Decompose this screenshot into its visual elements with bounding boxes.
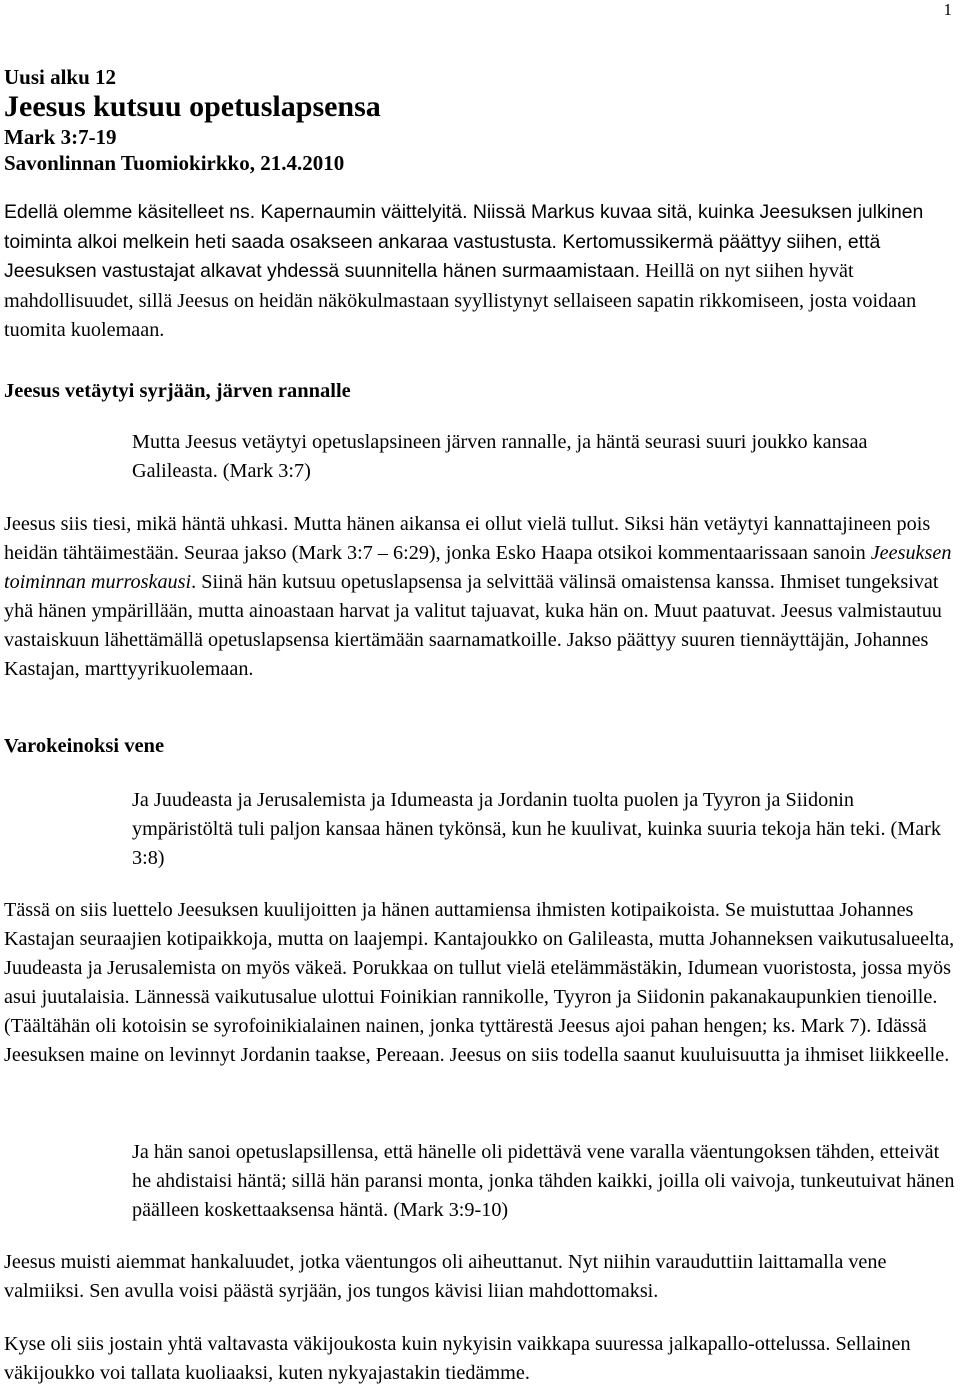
body-text: . Siinä hän kutsuu opetuslapsensa ja selvittää välinsä omaistensa kanssa. Ihmiset tungeksivat yhä hänen ympärillään, mutta ainoastaan harvat ja valitut tajuavat, kuka hän on. Muut paatuvat. Jeesus valmistautuu vastaiskuun lähettämällä opetuslapsensa kiertämään saarnamatkoille. Jakso päättyy suuren tiennäyttäjän, Johannes Kastajan, marttyyrikuolemaan. <box>4 571 942 680</box>
body-paragraph-2: Tässä on siis luettelo Jeesuksen kuulijoitten ja hänen auttamiensa ihmisten kotipaikoista. Se muistuttaa Johannes Kastajan seuraajien kotipaikkoja, mutta on laajempi. Kantajoukko on Galileasta, mutta Johanneksen vaikutusalueelta, Juudeasta ja Jerusalemista on myös väkeä. Porukkaa on tullut vielä etelämmästäkin, Idumean vuoristosta, jossa myös asui juutalaisia. Lännessä vaikutusalue ulottui Foinikian rannikolle, Tyyron ja Siidonin pakanakaupunkien tienoille. (Täältähän oli kotoisin se syrofoinikialainen nainen, jonka tyttärestä Jeesus ajoi pahan hengen; ks. Mark 7). Idässä Jeesuksen maine on levinnyt Jordanin taakse, Pereaan. Jeesus on siis todella saanut kuuluisuutta ja ihmiset liikkeelle. <box>4 899 955 1066</box>
intro-paragraph <box>4 198 956 346</box>
scripture-quote-1: Mutta Jeesus vetäytyi opetuslapsineen järven rannalle, ja häntä seurasi suuri joukko kansaa Galileasta. (Mark 3:7) <box>132 431 868 482</box>
intro-text-serif: Heillä on nyt siihen hyvät mahdollisuudet, sillä Jeesus on heidän näkökulmastaan syyllistynyt sellaiseen sapatin rikkomiseen, josta voidaan tuomita kuolemaan. <box>4 260 917 341</box>
intro-text-sans: Edellä olemme käsitelleet ns. Kapernaumin väittelyitä. Niissä Markus kuvaa sitä, kuinka Jeesuksen julkinen toiminta alkoi melkein heti saada osakseen ankaraa vastustusta. Kertomussikermä päättyy siihen, että Jeesuksen vastustajat alkavat yhdessä suunnitella hänen surmaamistaan. <box>4 201 924 282</box>
place-date: Savonlinnan Tuomiokirkko, 21.4.2010 <box>4 151 345 175</box>
series-title: Uusi alku 12 <box>4 65 117 89</box>
page-title: Jeesus kutsuu opetuslapsensa <box>4 90 381 123</box>
section-heading-1: Jeesus vetäytyi syrjään, järven rannalle <box>4 380 351 402</box>
section-heading-2: Varokeinoksi vene <box>4 735 165 757</box>
book-title-italic: Jeesuksen toiminnan murroskausi <box>4 542 952 593</box>
bible-reference: Mark 3:7-19 <box>4 125 117 149</box>
scripture-quote-3: Ja hän sanoi opetuslapsillensa, että hänelle oli pidettävä vene varalla väentungoksen tähden, etteivät he ahdistaisi häntä; sillä hän paransi monta, jonka tähden kaikki, joilla oli vaivoja, tunkeutuivat hänen päälleen koskettaaksensa häntä. (Mark 3:9-10) <box>132 1141 955 1221</box>
document-header <box>4 64 381 176</box>
body-paragraph-1 <box>4 510 956 684</box>
page-number: 1 <box>943 0 952 19</box>
body-paragraph-3: Jeesus muisti aiemmat hankaluudet, jotka väentungos oli aiheuttanut. Nyt niihin varauduttiin laittamalla vene valmiiksi. Sen avulla voisi päästä syrjään, jos tungos kävisi liian mahdottomaksi. <box>4 1251 887 1302</box>
scripture-quote-2: Ja Juudeasta ja Jerusalemista ja Idumeasta ja Jordanin tuolta puolen ja Tyyron ja Siidonin ympäristöltä tuli paljon kansaa hänen tykönsä, kun he kuulivat, kuinka suuria tekoja hän teki. (Mark 3:8) <box>132 789 941 869</box>
body-text: Jeesus siis tiesi, mikä häntä uhkasi. Mutta hänen aikansa ei ollut vielä tullut. Siksi hän vetäytyi kannattajineen pois heidän tähtäimestään. Seuraa jakso (Mark 3:7 – 6:29), jonka Esko Haapa otsikoi kommentaarissaan sanoin <box>4 513 931 564</box>
body-paragraph-4: Kyse oli siis jostain yhtä valtavasta väkijoukosta kuin nykyisin vaikkapa suuressa jalkapallo-ottelussa. Sellainen väkijoukko voi tallata kuoliaaksi, kuten nykyajastakin tiedämme. <box>4 1333 911 1384</box>
